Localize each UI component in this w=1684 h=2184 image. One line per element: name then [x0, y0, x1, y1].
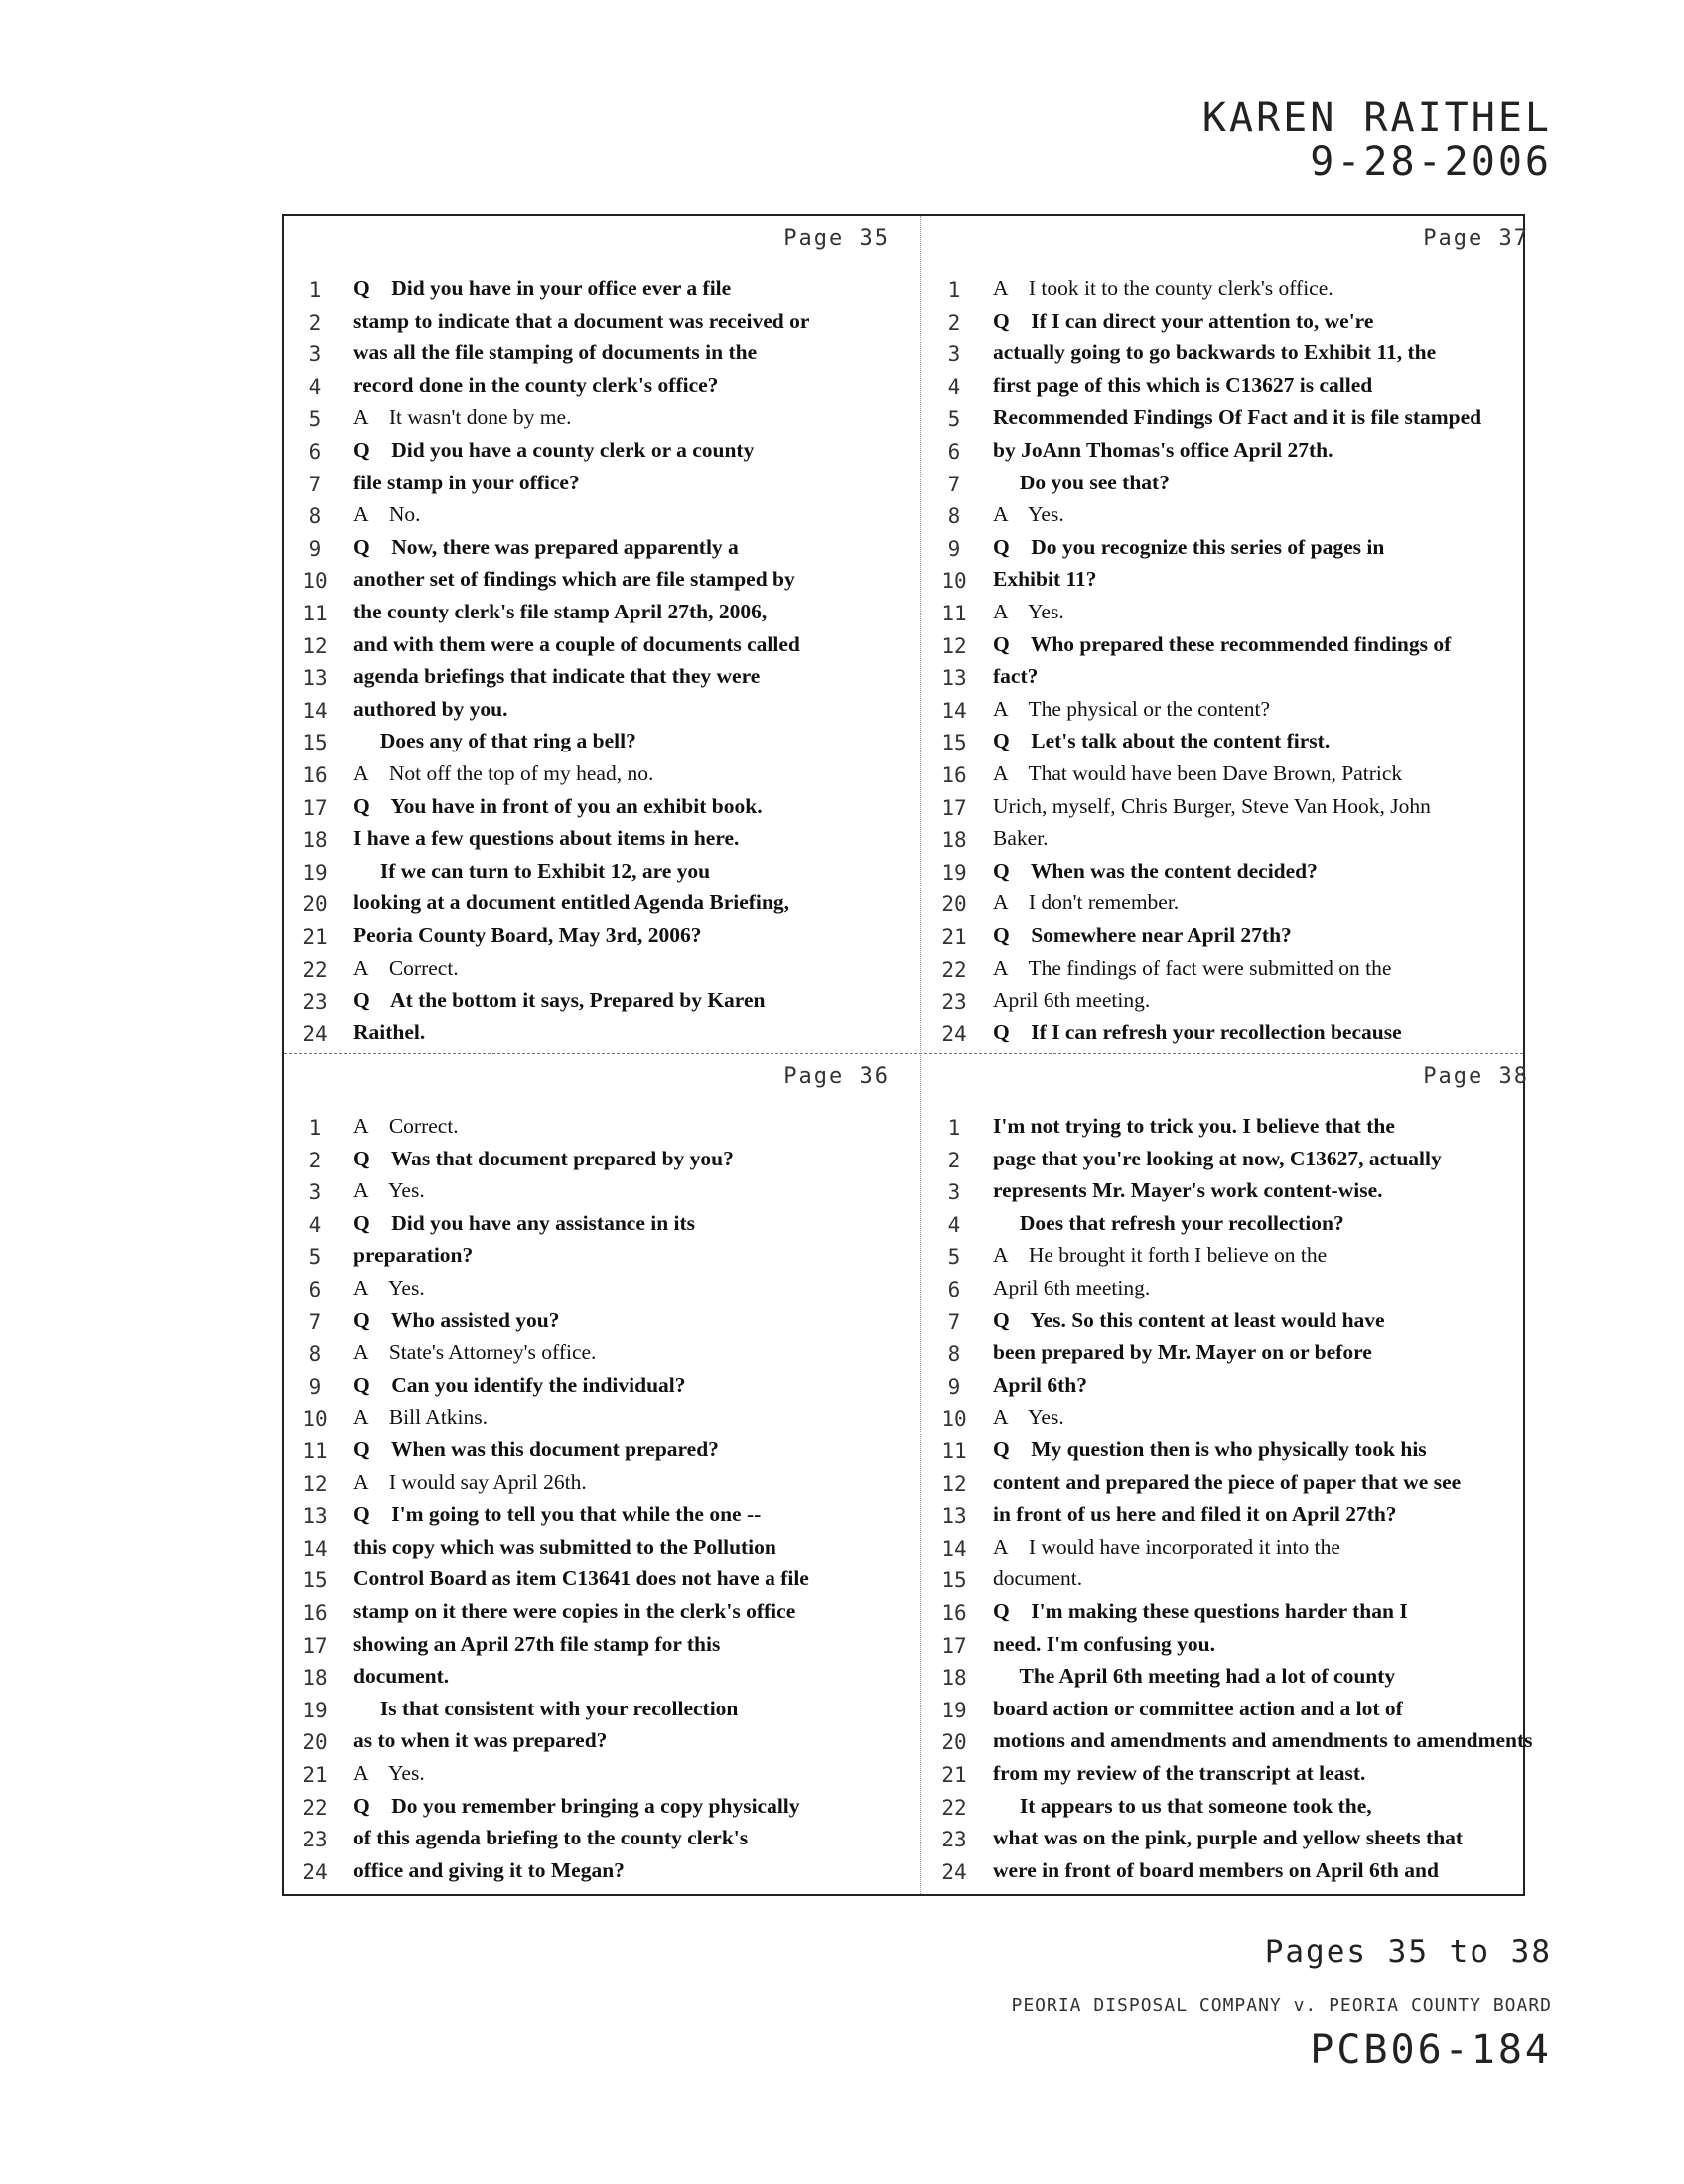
line-text: first page of this which is C13627 is called — [993, 372, 1373, 397]
line-number: 7 — [947, 1309, 961, 1334]
line-number: 20 — [302, 892, 328, 917]
line-number: 11 — [302, 1439, 328, 1463]
line-number: 12 — [302, 1471, 328, 1496]
line-number: 16 — [302, 1601, 328, 1625]
line-number: 16 — [941, 1601, 967, 1625]
line-text: A Correct. — [353, 1114, 459, 1138]
line-text: A Yes. — [353, 1276, 425, 1299]
line-text: A I don't remember. — [993, 890, 1180, 915]
line-number: 17 — [302, 795, 328, 820]
line-number: 24 — [302, 1859, 328, 1884]
line-text: A Yes. — [353, 1761, 425, 1785]
line-number: 23 — [941, 990, 967, 1015]
line-text: what was on the pink, purple and yellow sheets that — [993, 1826, 1464, 1850]
line-text: board action or committee action and a lot of — [993, 1696, 1403, 1720]
line-text: file stamp in your office? — [353, 470, 580, 494]
witness-name: KAREN RAITHEL — [1201, 95, 1552, 141]
line-text: Q Who prepared these recommended findings of — [993, 631, 1452, 656]
line-text: Recommended Findings Of Fact and it is file stamped — [993, 405, 1482, 430]
case-number: PCB06-184 — [1310, 2027, 1552, 2073]
line-number: 4 — [308, 374, 322, 399]
line-number: 8 — [947, 504, 961, 529]
line-text: April 6th meeting. — [993, 988, 1151, 1013]
line-number: 3 — [308, 1180, 322, 1205]
line-number: 21 — [302, 1763, 328, 1787]
line-text: A State's Attorney's office. — [353, 1340, 597, 1365]
line-text: Q Was that document prepared by you? — [353, 1146, 734, 1170]
line-text: I have a few questions about items in here. — [353, 826, 740, 851]
transcript-frame — [282, 214, 1533, 1896]
pages-range: Pages 35 to 38 — [1264, 1934, 1552, 1970]
line-number: 11 — [302, 602, 328, 625]
line-number: 12 — [941, 1471, 967, 1496]
line-number: 13 — [302, 1504, 328, 1529]
line-text: Q My question then is who physically took his — [993, 1437, 1427, 1461]
line-text: were in front of board members on April 6th and — [993, 1857, 1439, 1882]
line-number: 18 — [941, 1666, 967, 1691]
line-text: looking at a document entitled Agenda Briefing, — [353, 890, 789, 915]
line-text: A That would have been Dave Brown, Patrick — [993, 761, 1403, 785]
line-number: 9 — [308, 1374, 322, 1399]
line-number: 10 — [941, 1407, 967, 1432]
line-number: 14 — [941, 1536, 967, 1561]
line-text: If we can turn to Exhibit 12, are you — [353, 858, 711, 883]
line-text: Q Who assisted you? — [353, 1307, 560, 1332]
line-text: A Correct. — [353, 955, 459, 980]
line-text: as to when it was prepared? — [353, 1728, 608, 1753]
line-text: Q When was the content decided? — [993, 858, 1318, 883]
horizontal-divider — [284, 1053, 1523, 1054]
line-text: Exhibit 11? — [993, 567, 1097, 592]
line-number: 15 — [941, 731, 967, 755]
line-text: Control Board as item C13641 does not have a file — [353, 1567, 809, 1591]
line-text: Q Do you recognize this series of pages in — [993, 534, 1385, 559]
line-number: 2 — [947, 310, 961, 335]
line-text: A Yes. — [993, 1405, 1064, 1430]
line-number: 19 — [941, 1698, 967, 1722]
line-number: 5 — [947, 1245, 961, 1270]
line-text: of this agenda briefing to the county clerk's — [353, 1826, 749, 1850]
line-text: Raithel. — [353, 1020, 426, 1044]
line-number: 15 — [302, 1569, 328, 1593]
line-text: Does that refresh your recollection? — [993, 1210, 1344, 1235]
line-number: 22 — [302, 957, 328, 982]
line-text: Q You have in front of you an exhibit book. — [353, 793, 763, 818]
line-text: been prepared by Mr. Mayer on or before — [993, 1340, 1372, 1365]
line-text: A Yes. — [353, 1178, 425, 1203]
line-text: I'm not trying to trick you. I believe that the — [993, 1114, 1395, 1138]
line-text: Does any of that ring a bell? — [353, 729, 636, 753]
line-number: 2 — [308, 1148, 322, 1172]
line-text: A The findings of fact were submitted on the — [993, 955, 1392, 980]
line-text: office and giving it to Megan? — [353, 1857, 625, 1882]
line-text: Q Can you identify the individual? — [353, 1372, 686, 1397]
line-text: showing an April 27th file stamp for this — [353, 1631, 721, 1656]
line-text: It appears to us that someone took the, — [993, 1793, 1372, 1818]
line-number: 15 — [302, 731, 328, 755]
line-number: 6 — [308, 440, 322, 464]
line-text: A I took it to the county clerk's office. — [993, 276, 1333, 300]
line-text: stamp to indicate that a document was received or — [353, 308, 810, 333]
line-text: in front of us here and filed it on April 27th? — [993, 1502, 1397, 1527]
line-number: 8 — [947, 1342, 961, 1367]
line-text: from my review of the transcript at least. — [993, 1761, 1366, 1785]
line-text: Q Let's talk about the content first. — [993, 729, 1331, 753]
line-text: and with them were a couple of documents called — [353, 631, 800, 656]
line-number: 7 — [308, 1309, 322, 1334]
line-text: A It wasn't done by me. — [353, 405, 572, 430]
line-number: 24 — [302, 1022, 328, 1046]
line-number: 24 — [941, 1859, 967, 1884]
line-number: 17 — [302, 1633, 328, 1658]
line-text: A He brought it forth I believe on the — [993, 1243, 1328, 1268]
page-label: Page 37 — [1423, 226, 1529, 251]
line-number: 8 — [308, 1342, 322, 1367]
line-number: 9 — [947, 536, 961, 561]
line-number: 14 — [302, 698, 328, 723]
line-number: 20 — [302, 1730, 328, 1755]
line-number: 4 — [947, 374, 961, 399]
line-text: Q I'm going to tell you that while the one -- — [353, 1502, 762, 1527]
line-number: 18 — [302, 1666, 328, 1691]
line-text: A Yes. — [993, 600, 1064, 623]
line-text: A Not off the top of my head, no. — [353, 761, 654, 785]
line-number: 21 — [941, 925, 967, 949]
line-text: Q Yes. So this content at least would have — [993, 1307, 1385, 1332]
line-number: 5 — [947, 407, 961, 432]
line-number: 21 — [941, 1763, 967, 1787]
line-number: 15 — [941, 1569, 967, 1593]
line-number: 18 — [941, 828, 967, 853]
line-number: 4 — [308, 1212, 322, 1237]
line-text: Q Did you have a county clerk or a county — [353, 438, 755, 462]
line-text: preparation? — [353, 1243, 474, 1268]
case-name: PEORIA DISPOSAL COMPANY v. PEORIA COUNTY BOARD — [1011, 1995, 1552, 2016]
line-text: Q Now, there was prepared apparently a — [353, 534, 739, 559]
line-number: 11 — [941, 602, 967, 625]
page-label: Page 35 — [783, 226, 890, 251]
line-number: 10 — [941, 569, 967, 594]
line-text: page that you're looking at now, C13627, actually — [993, 1146, 1442, 1170]
line-text: Baker. — [993, 826, 1049, 851]
line-number: 23 — [302, 1828, 328, 1852]
line-text: Q Did you have in your office ever a file — [353, 276, 732, 300]
line-text: fact? — [993, 664, 1039, 689]
line-number: 19 — [302, 1698, 328, 1722]
line-text: A Yes. — [993, 502, 1064, 527]
line-number: 17 — [941, 795, 967, 820]
line-text: document. — [993, 1567, 1083, 1591]
line-number: 6 — [947, 440, 961, 464]
line-text: Q If I can refresh your recollection because — [993, 1020, 1402, 1044]
line-number: 1 — [308, 1116, 322, 1140]
line-number: 1 — [947, 1116, 961, 1140]
line-number: 21 — [302, 925, 328, 949]
line-number: 13 — [941, 1504, 967, 1529]
line-number: 6 — [308, 1278, 322, 1301]
line-text: motions and amendments and amendments to amendments — [993, 1728, 1533, 1753]
line-text: Q Did you have any assistance in its — [353, 1210, 696, 1235]
line-text: stamp on it there were copies in the clerk's office — [353, 1599, 796, 1623]
line-text: actually going to go backwards to Exhibit 11, the — [993, 341, 1437, 365]
line-number: 19 — [941, 860, 967, 885]
line-text: Q If I can direct your attention to, we're — [993, 308, 1374, 333]
line-number: 10 — [302, 569, 328, 594]
line-number: 4 — [947, 1212, 961, 1237]
line-text: A I would say April 26th. — [353, 1469, 587, 1494]
line-number: 22 — [941, 1795, 967, 1820]
line-number: 23 — [302, 990, 328, 1015]
line-text: A No. — [353, 502, 421, 527]
line-number: 16 — [941, 763, 967, 787]
line-number: 1 — [947, 278, 961, 302]
page-label: Page 36 — [783, 1064, 890, 1089]
line-text: Do you see that? — [993, 470, 1170, 494]
line-text: Peoria County Board, May 3rd, 2006? — [353, 923, 702, 947]
line-number: 7 — [308, 472, 322, 496]
line-text: Urich, myself, Chris Burger, Steve Van Hook, John — [993, 793, 1431, 818]
line-text: another set of findings which are file stamped by — [353, 567, 795, 592]
line-text: Q Do you remember bringing a copy physically — [353, 1793, 800, 1818]
line-number: 20 — [941, 1730, 967, 1755]
line-number: 2 — [947, 1148, 961, 1172]
line-number: 12 — [941, 633, 967, 658]
line-text: Q When was this document prepared? — [353, 1437, 719, 1461]
line-number: 12 — [302, 633, 328, 658]
line-number: 16 — [302, 763, 328, 787]
line-text: represents Mr. Mayer's work content-wise. — [993, 1178, 1383, 1203]
line-number: 3 — [308, 342, 322, 367]
line-number: 19 — [302, 860, 328, 885]
line-number: 5 — [308, 1245, 322, 1270]
line-number: 11 — [941, 1439, 967, 1463]
vertical-divider — [920, 216, 921, 1894]
page-label: Page 38 — [1423, 1064, 1529, 1089]
line-number: 23 — [941, 1828, 967, 1852]
line-text: document. — [353, 1664, 450, 1689]
line-number: 24 — [941, 1022, 967, 1046]
line-number: 3 — [947, 1180, 961, 1205]
line-number: 7 — [947, 472, 961, 496]
line-number: 20 — [941, 892, 967, 917]
line-number: 17 — [941, 1633, 967, 1658]
line-text: was all the file stamping of documents in the — [353, 341, 758, 365]
line-number: 8 — [308, 504, 322, 529]
line-text: Q At the bottom it says, Prepared by Karen — [353, 988, 766, 1013]
line-text: need. I'm confusing you. — [993, 1631, 1215, 1656]
line-number: 1 — [308, 278, 322, 302]
line-number: 14 — [941, 698, 967, 723]
line-text: authored by you. — [353, 696, 508, 721]
deposition-date: 9-28-2006 — [1310, 139, 1552, 185]
line-text: content and prepared the piece of paper that we see — [993, 1469, 1462, 1494]
line-text: Is that consistent with your recollection — [353, 1696, 739, 1720]
line-text: record done in the county clerk's office? — [353, 372, 719, 397]
line-text: by JoAnn Thomas's office April 27th. — [993, 438, 1333, 462]
line-number: 22 — [302, 1795, 328, 1820]
line-text: A The physical or the content? — [993, 696, 1271, 721]
line-number: 6 — [947, 1278, 961, 1301]
line-number: 14 — [302, 1536, 328, 1561]
line-text: this copy which was submitted to the Pollution — [353, 1534, 776, 1559]
line-text: April 6th? — [993, 1372, 1087, 1397]
line-number: 10 — [302, 1407, 328, 1432]
line-text: agenda briefings that indicate that they were — [353, 664, 761, 689]
line-number: 13 — [941, 666, 967, 691]
line-number: 13 — [302, 666, 328, 691]
line-text: the county clerk's file stamp April 27th, 2006, — [353, 600, 768, 623]
line-number: 22 — [941, 957, 967, 982]
line-text: Q Somewhere near April 27th? — [993, 923, 1292, 947]
line-number: 9 — [947, 1374, 961, 1399]
line-text: Q I'm making these questions harder than I — [993, 1599, 1408, 1623]
line-number: 5 — [308, 407, 322, 432]
line-number: 18 — [302, 828, 328, 853]
line-number: 2 — [308, 310, 322, 335]
line-text: A I would have incorporated it into the — [993, 1534, 1340, 1559]
line-number: 9 — [308, 536, 322, 561]
line-text: The April 6th meeting had a lot of county — [993, 1664, 1396, 1689]
line-text: A Bill Atkins. — [353, 1405, 489, 1430]
line-text: April 6th meeting. — [993, 1276, 1151, 1299]
line-number: 3 — [947, 342, 961, 367]
